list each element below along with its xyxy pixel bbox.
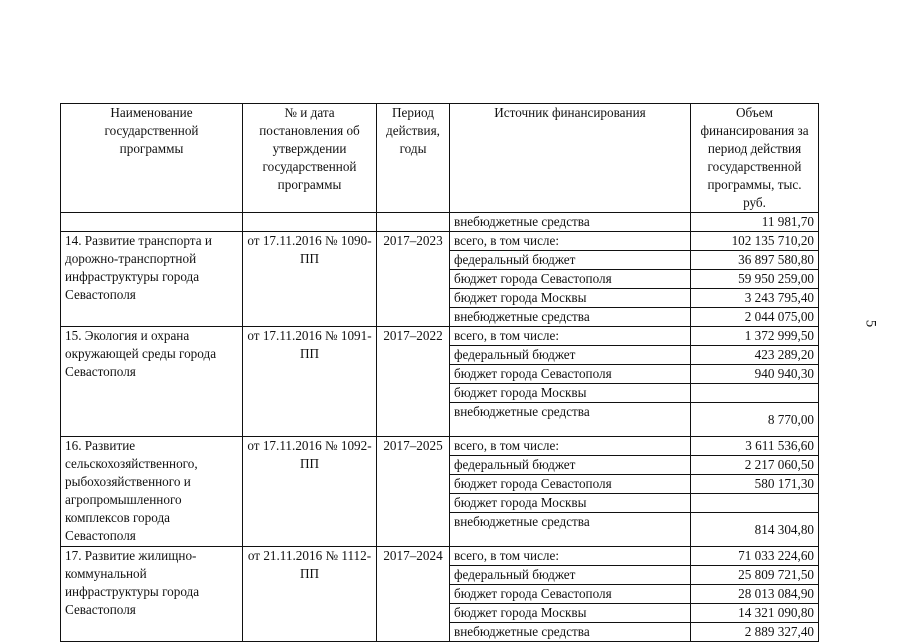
source-cell: всего, в том числе:: [450, 232, 691, 251]
amount-cell: 11 981,70: [691, 213, 819, 232]
source-cell: бюджет города Севастополя: [450, 270, 691, 289]
program-period-cell: 2017–2023: [377, 232, 450, 327]
amount-cell: 940 940,30: [691, 365, 819, 384]
amount-cell: [691, 494, 819, 513]
source-cell: федеральный бюджет: [450, 251, 691, 270]
amount-cell: 580 171,30: [691, 475, 819, 494]
program-period-cell: 2017–2025: [377, 437, 450, 547]
source-cell: всего, в том числе:: [450, 437, 691, 456]
program-decree-cell: от 17.11.2016 № 1092-ПП: [243, 437, 377, 547]
source-cell: бюджет города Москвы: [450, 289, 691, 308]
source-cell: бюджет города Москвы: [450, 384, 691, 403]
amount-cell: 102 135 710,20: [691, 232, 819, 251]
program-decree-cell: от 17.11.2016 № 1091-ПП: [243, 327, 377, 437]
program-period-cell: 2017–2024: [377, 547, 450, 642]
header-program-name: Наименование государственной программы: [61, 104, 243, 213]
amount-cell: 423 289,20: [691, 346, 819, 365]
source-cell: бюджет города Москвы: [450, 604, 691, 623]
table-row-carry-over: [61, 213, 819, 232]
table-row: [61, 327, 819, 346]
amount-cell: 1 372 999,50: [691, 327, 819, 346]
source-cell: всего, в том числе:: [450, 327, 691, 346]
program-period-cell: 2017–2022: [377, 327, 450, 437]
program-name-cell: 14. Развитие транспорта и дорожно-транспортной инфраструктуры города Севастополя: [61, 232, 243, 327]
amount-cell: 3 611 536,60: [691, 437, 819, 456]
source-cell: федеральный бюджет: [450, 346, 691, 365]
empty-cell: [243, 213, 377, 232]
amount-cell: 36 897 580,80: [691, 251, 819, 270]
source-cell: бюджет города Севастополя: [450, 475, 691, 494]
program-name-cell: 15. Экология и охрана окружающей среды города Севастополя: [61, 327, 243, 437]
source-cell: внебюджетные средства: [450, 403, 691, 437]
header-decree: № и дата постановления об утверждении государственной программы: [243, 104, 377, 213]
header-amount: Объем финансирования за период действия государственной программы, тыс. руб.: [691, 104, 819, 213]
empty-cell: [377, 213, 450, 232]
source-cell: всего, в том числе:: [450, 547, 691, 566]
amount-cell: 14 321 090,80: [691, 604, 819, 623]
amount-cell: 2 044 075,00: [691, 308, 819, 327]
table-row: [61, 437, 819, 456]
amount-cell: 28 013 084,90: [691, 585, 819, 604]
header-source: Источник финансирования: [450, 104, 691, 213]
table-row: [61, 547, 819, 566]
program-decree-cell: от 17.11.2016 № 1090-ПП: [243, 232, 377, 327]
source-cell: бюджет города Севастополя: [450, 365, 691, 384]
source-cell: внебюджетные средства: [450, 623, 691, 642]
financing-table: [60, 103, 819, 642]
amount-cell: 59 950 259,00: [691, 270, 819, 289]
table-body: [61, 213, 819, 642]
amount-cell: 2 889 327,40: [691, 623, 819, 642]
amount-cell: 71 033 224,60: [691, 547, 819, 566]
table-row: [61, 232, 819, 251]
source-cell: внебюджетные средства: [450, 213, 691, 232]
source-cell: бюджет города Москвы: [450, 494, 691, 513]
source-cell: федеральный бюджет: [450, 566, 691, 585]
page-number: 5: [862, 319, 879, 328]
document-sheet: [60, 103, 819, 642]
amount-cell: [691, 384, 819, 403]
source-cell: внебюджетные средства: [450, 308, 691, 327]
source-cell: бюджет города Севастополя: [450, 585, 691, 604]
empty-cell: [61, 213, 243, 232]
table-header-row: [61, 104, 819, 213]
program-decree-cell: от 21.11.2016 № 1112-ПП: [243, 547, 377, 642]
program-name-cell: 17. Развитие жилищно-коммунальной инфраструктуры города Севастополя: [61, 547, 243, 642]
amount-cell: 25 809 721,50: [691, 566, 819, 585]
amount-cell: 814 304,80: [691, 513, 819, 547]
amount-cell: 2 217 060,50: [691, 456, 819, 475]
source-cell: федеральный бюджет: [450, 456, 691, 475]
amount-cell: 3 243 795,40: [691, 289, 819, 308]
amount-cell: 8 770,00: [691, 403, 819, 437]
source-cell: внебюджетные средства: [450, 513, 691, 547]
program-name-cell: 16. Развитие сельскохозяйственного, рыбохозяйственного и агропромышленного комплексов города Севастополя: [61, 437, 243, 547]
header-period: Период действия, годы: [377, 104, 450, 213]
